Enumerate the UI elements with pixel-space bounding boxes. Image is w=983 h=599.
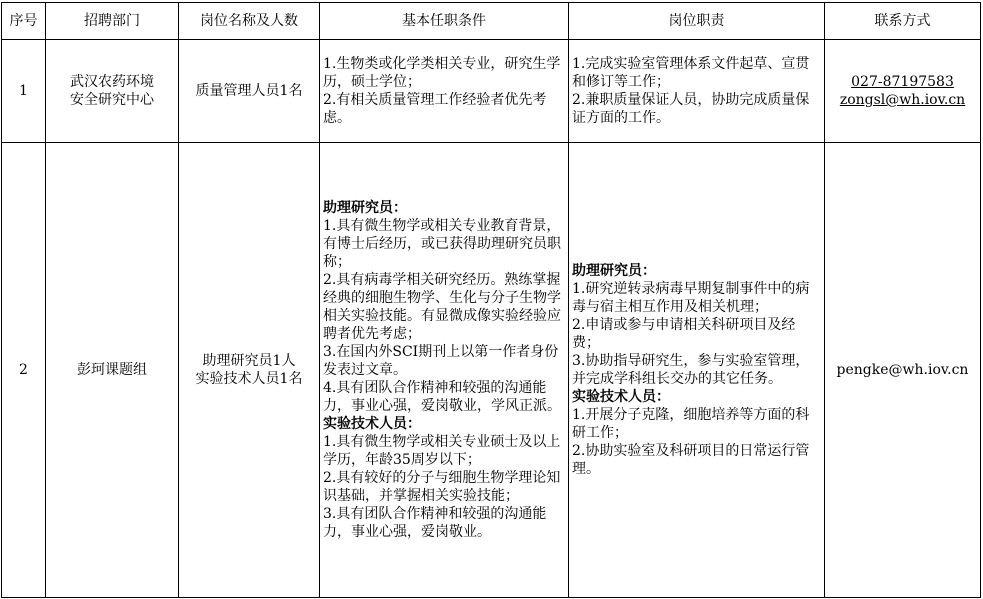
row2-position-line: 助理研究员1人 [202,353,296,369]
duty-item: 1.完成实验室管理体系文件起草、宣贯和修订等工作； [572,56,810,90]
requirement-item: 2.具有病毒学相关研究经历。熟练掌握经典的细胞生物学、生化与分子生物学相关实验技能。有显微成像实验经验应聘者优先考虑； [323,272,561,342]
row1-dept-line: 安全研究中心 [70,92,154,108]
header-row [2,3,981,40]
row2-seq: 2 [2,143,46,598]
duty-item: 1.研究逆转录病毒早期复制事件中的病毒与宿主相互作用及相关机理； [572,281,810,315]
requirement-item: 1.生物类或化学类相关专业，研究生学历，硕士学位； [323,56,561,90]
row1-position-line: 质量管理人员1名 [195,83,303,99]
header-duties: 岗位职责 [569,3,825,40]
requirement-item: 2.有相关质量管理工作经验者优先考虑。 [323,92,547,126]
contact-email[interactable]: zongsl@wh.iov.cn [839,92,966,108]
requirement-item: 2.具有较好的分子与细胞生物学理论知识基础，并掌握相关实验技能； [323,470,561,504]
header-seq: 序号 [2,3,46,40]
duties-section-title: 助理研究员： [572,263,656,279]
table-row [2,40,981,143]
header-dept: 招聘部门 [46,3,179,40]
requirement-item: 3.具有团队合作精神和较强的沟通能力，事业心强，爱岗敬业。 [323,506,547,540]
header-contact: 联系方式 [825,3,981,40]
row1-dept [46,40,179,143]
requirements-section-title: 助理研究员： [323,200,407,216]
requirement-item: 3.在国内外SCI期刊上以第一作者身份发表过文章。 [323,344,559,378]
header-requirements: 基本任职条件 [320,3,569,40]
duty-item: 2.兼职质量保证人员，协助完成质量保证方面的工作。 [572,92,810,126]
row1-duties [569,40,825,143]
duty-item: 2.申请或参与申请相关科研项目及经费； [572,317,796,351]
duty-item: 3.协助指导研究生，参与实验室管理，并完成学科组长交办的其它任务。 [572,353,810,387]
table-header [2,3,981,40]
row2-dept [46,143,179,598]
recruitment-table [1,2,981,598]
duties-section-title: 实验技术人员： [572,389,670,405]
row1-dept-line: 武汉农药环境 [70,74,154,90]
row2-requirements [320,143,569,598]
requirements-section-title: 实验技术人员： [323,416,421,432]
requirement-item: 1.具有微生物学或相关专业教育背景，有博士后经历，或已获得助理研究员职称； [323,218,561,270]
row2-position [179,143,320,598]
table-row [2,143,981,598]
row1-requirements [320,40,569,143]
requirement-item: 1.具有微生物学或相关专业硕士及以上学历，年龄35周岁以下； [323,434,561,468]
header-position: 岗位名称及人数 [179,3,320,40]
row2-duties [569,143,825,598]
contact-email[interactable]: pengke@wh.iov.cn [836,362,969,378]
requirement-item: 4.具有团队合作精神和较强的沟通能力，事业心强，爱岗敬业，学风正派。 [323,380,561,414]
row2-dept-line: 彭珂课题组 [77,362,147,378]
duty-item: 2.协助实验室及科研项目的日常运行管理。 [572,443,810,477]
contact-phone[interactable]: 027-87197583 [851,74,954,90]
row1-seq: 1 [2,40,46,143]
row2-contact [825,143,981,598]
row2-position-line: 实验技术人员1名 [195,371,303,387]
row1-position [179,40,320,143]
duty-item: 1.开展分子克隆，细胞培养等方面的科研工作； [572,407,810,441]
row1-contact [825,40,981,143]
